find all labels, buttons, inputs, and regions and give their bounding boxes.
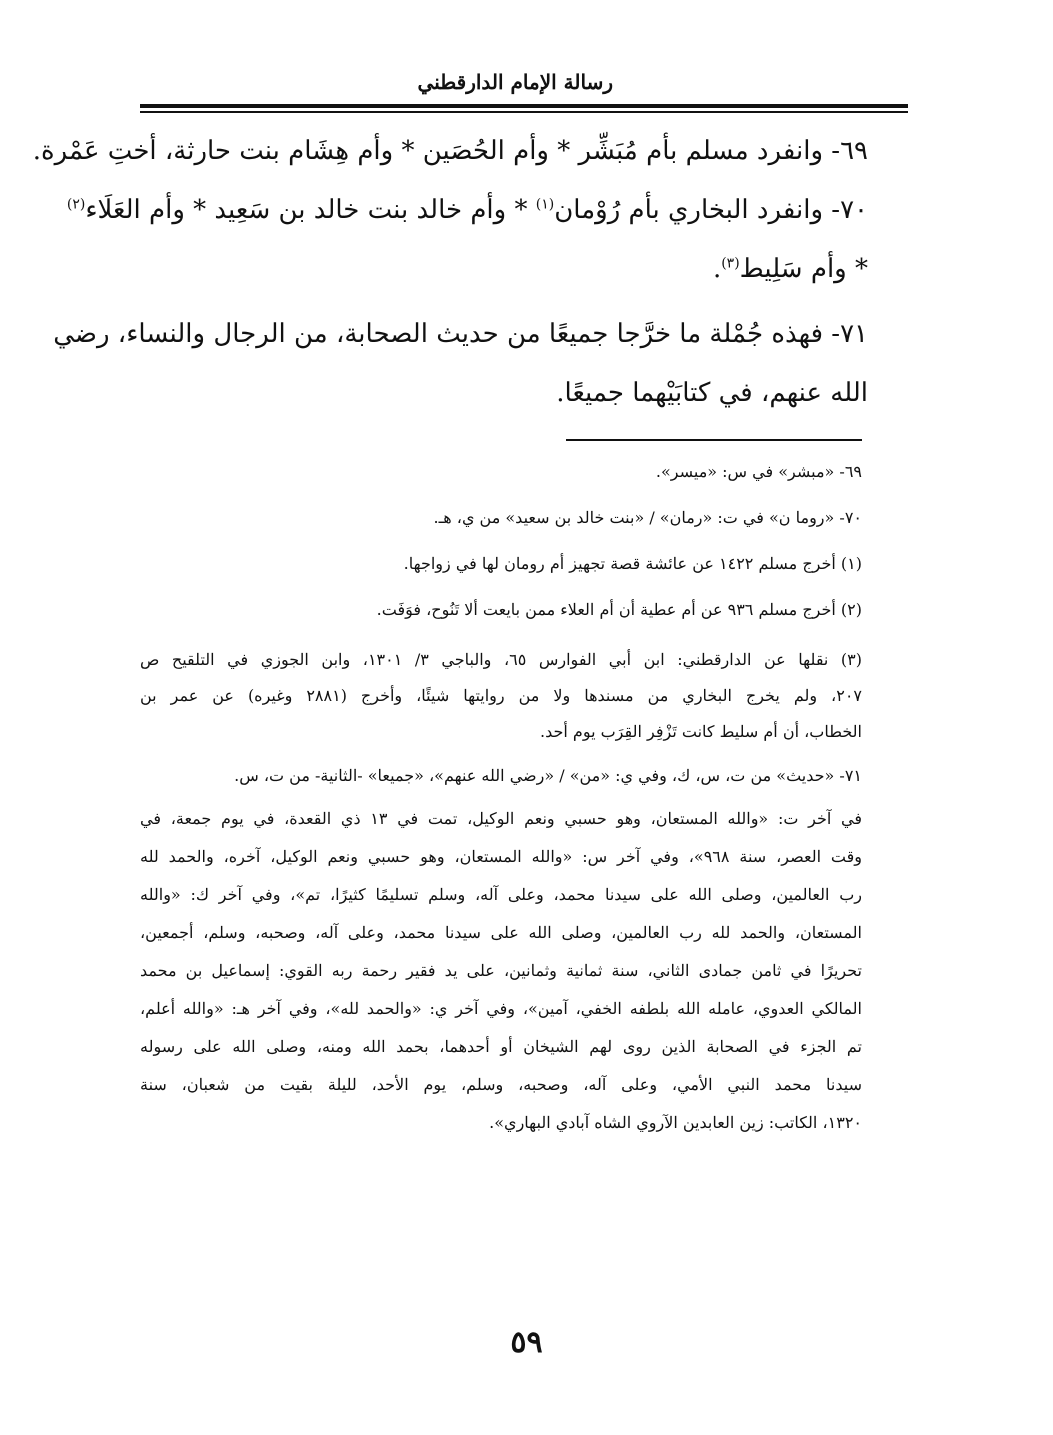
colophon-line: المستعان، والحمد لله رب العالمين، وصلى الله على سيدنا محمد، وعلى آله، وصحبه، وسلم، أجمعين، bbox=[140, 923, 862, 942]
header-rule-thin bbox=[140, 111, 908, 113]
footnote-ref-2: (٢) bbox=[66, 196, 86, 213]
header-rule-thick bbox=[140, 104, 908, 108]
colophon-line: المالكي العدوي، عامله الله بلطفه الخفي، آمين»، وفي آخر ي: «والحمد لله»، وفي آخر هـ: «والله أعلم، bbox=[140, 999, 862, 1018]
colophon-line: تحريرًا في ثامن جمادى الثاني، سنة ثمانية وثمانين، على يد فقير رحمة ربه القوي: إسماعيل بن محمد bbox=[140, 961, 862, 980]
main-line-71: ٧١- فهذه جُمْلة ما خرَّجا جميعًا من حديث الصحابة، من الرجال والنساء، رضي bbox=[53, 319, 868, 349]
main-line-69: ٦٩- وانفرد مسلم بأم مُبَشِّر * وأم الحُصَين * وأم هِشَام بنت حارثة، أختِ عَمْرة. bbox=[32, 136, 868, 166]
footnote-70: ٧٠- «روما ن» في ت: «رمان» / «بنت خالد بن سعيد» من ي، هـ. bbox=[433, 508, 862, 527]
main-line-70-part-2: * وأم خالد بنت خالد بن سَعِيد * وأم العَلَاء bbox=[85, 195, 528, 225]
main-line-70 bbox=[66, 181, 868, 240]
footnote-ref-3: (٣) bbox=[721, 255, 740, 272]
footnote-71: ٧١- «حديث» من ت، س، ك، وفي ي: «من» / «رضي الله عنهم»، «جميعا» -الثانية- من ت، س. bbox=[234, 766, 862, 785]
colophon-line: وقت العصر، سنة ٩٦٨»، وفي آخر س: «والله المستعان، وهو حسبي ونعم الوكيل، آخره، والحمد لله bbox=[140, 847, 863, 866]
colophon-line: رب العالمين، وصلى الله على سيدنا محمد، وعلى آله، وسلم تسليمًا كثيرًا، تم»، وفي آخر ك: «والله bbox=[140, 885, 862, 904]
footnotes bbox=[140, 452, 862, 1142]
main-line-71-cont: الله عنهم، في كتابَيْهما جميعًا. bbox=[556, 378, 868, 408]
main-line-70-part-1: ٧٠- وانفرد البخاري بأم رُوْمان bbox=[554, 195, 868, 225]
main-text bbox=[32, 122, 868, 423]
footnote-2: (٢) أخرج مسلم ٩٣٦ عن أم عطية أن أم العلاء ممن بايعت ألا تَنُوح، فوَفَت. bbox=[376, 600, 862, 619]
colophon-line: سيدنا محمد النبي الأمي، وعلى آله، وصحبه، وسلم، يوم الأحد، لليلة بقيت من شعبان، سنة bbox=[140, 1075, 862, 1094]
footnote-3-line: (٣) نقلها عن الدارقطني: ابن أبي الفوارس ٦٥، والباجي ٣/ ١٣٠١، وابن الجوزي في التلقيح ص bbox=[140, 650, 862, 669]
footnote-ref-1: (١) bbox=[535, 196, 555, 213]
colophon-line: في آخر ت: «والله المستعان، وهو حسبي ونعم الوكيل، تمت في ١٣ ذي القعدة، في يوم جمعة، في bbox=[140, 809, 863, 828]
footnote-69: ٦٩- «مبشر» في س: «ميسر». bbox=[655, 462, 862, 481]
footnote-separator bbox=[566, 439, 862, 441]
main-line-70-part-3: * وأم سَلِيط bbox=[739, 254, 868, 284]
colophon-line: ١٣٢٠، الكاتب: زين العابدين الآروي الشاه آبادي البهاري». bbox=[489, 1113, 862, 1132]
colophon-line: تم الجزء في الصحابة الذين روى لهم الشيخان أو أحدهما، بحمد الله ومنه، وصلى الله على رسوله bbox=[140, 1037, 862, 1056]
footnote-3-line: ٢٠٧، ولم يخرج البخاري من مسندها ولا من روايتها شيئًا، وأخرج (٢٨٨١ وغيره) عن عمر بن bbox=[140, 686, 863, 705]
footnote-1: (١) أخرج مسلم ١٤٢٢ عن عائشة قصة تجهيز أم رومان لها في زواجها. bbox=[403, 554, 862, 573]
main-line-70-cont: * وأم سَلِيط$^{(٣)}$. bbox=[712, 254, 868, 284]
page-number: ٥٩ bbox=[510, 1325, 543, 1360]
footnote-3-line: الخطاب، أن أم سليط كانت تَزْفِر القِرَب يوم أحد. bbox=[540, 722, 862, 741]
running-header-title: رسالة الإمام الدارقطني bbox=[417, 70, 613, 94]
